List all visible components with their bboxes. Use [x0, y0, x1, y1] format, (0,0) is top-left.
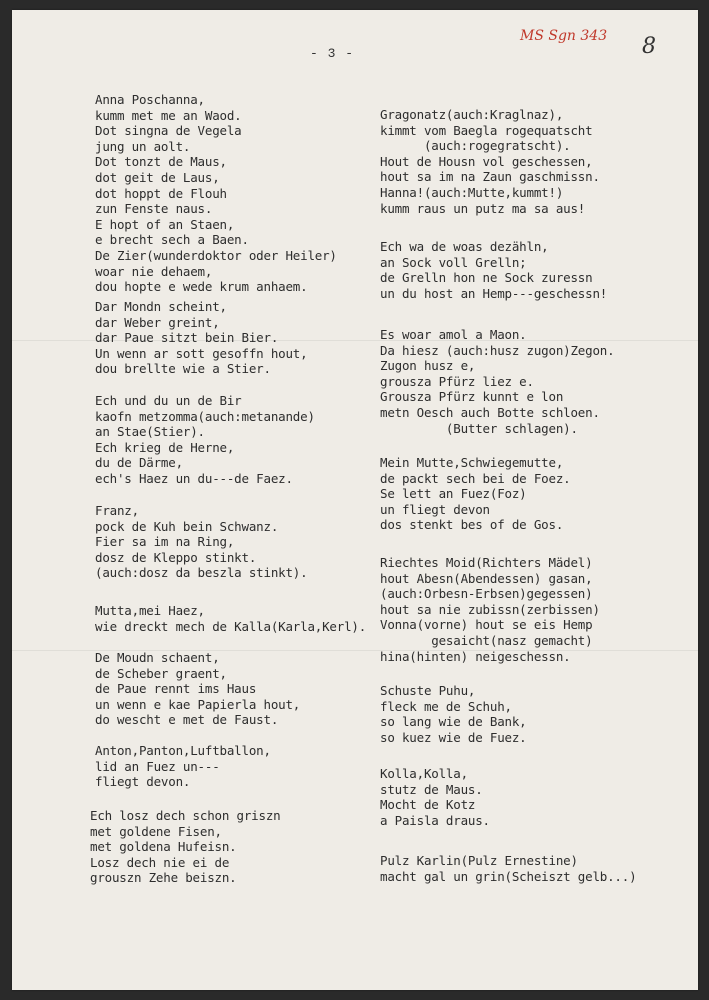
verse-dar-mondn: Dar Mondn scheint, dar Weber greint, dar Paue sitzt bein Bier. Un wenn ar sott gesoffn hout, dou brellte wie a Stier. [95, 299, 308, 377]
folio-number: 8 [642, 34, 656, 59]
verse-pulz-karlin: Pulz Karlin(Pulz Ernestine) macht gal un grin(Scheiszt gelb...) [380, 853, 637, 884]
verse-es-woar: Es woar amol a Maon. Da hiesz (auch:husz zugon)Zegon. Zugon husz e, grousza Pfürz liez e. Grousza Pfürz kunnt e lon metn Oesch auch Botte schloen. (Butter schlagen). [380, 327, 615, 436]
verse-mein-mutte: Mein Mutte,Schwiegemutte, de packt sech bei de Foez. Se lett an Fuez(Foz) un fliegt devon dos stenkt bes of de Gos. [380, 455, 571, 533]
verse-anna-poschanna: Anna Poschanna, kumm met me an Waod. Dot singna de Vegela jung un aolt. Dot tonzt de Maus, dot geit de Laus, dot hoppt de Flouh zun Fenste naus. E hopt of an Staen, e brecht sech a Baen. De Zier(wunderdoktor oder Heiler) woar nie dehaem, dou hopte e wede krum anhaem. [95, 92, 337, 295]
verse-schuste-puhu: Schuste Puhu, fleck me de Schuh, so lang wie de Bank, so kuez wie de Fuez. [380, 683, 527, 745]
verse-ech-losz: Ech losz dech schon griszn met goldene Fisen, met goldena Hufeisn. Losz dech nie ei de grouszn Zehe beiszn. [90, 808, 281, 886]
verse-franz: Franz, pock de Kuh bein Schwanz. Fier sa im na Ring, dosz de Kleppo stinkt. (auch:dosz da beszla stinkt). [95, 503, 308, 581]
verse-gragonatz: Gragonatz(auch:Kraglnaz), kimmt vom Baegla rogequatscht (auch:rogegratscht). Hout de Housn vol geschessen, hout sa im na Zaun gaschmissn. Hanna!(auch:Mutte,kummt!) kumm raus un putz ma sa aus! [380, 107, 600, 216]
verse-anton-panton: Anton,Panton,Luftballon, lid an Fuez un--- fliegt devon. [95, 743, 271, 790]
verse-ech-wa: Ech wa de woas dezähln, an Sock voll Grelln; de Grelln hon ne Sock zuressn un du host an Hemp---geschessn! [380, 239, 608, 301]
verse-kolla: Kolla,Kolla, stutz de Maus. Mocht de Kotz a Paisla draus. [380, 766, 490, 828]
archive-shelfmark: MS Sgn 343 [520, 28, 608, 44]
verse-riechtes-moid: Riechtes Moid(Richters Mädel) hout Abesn(Abendessen) gasan, (auch:Orbesn-Erbsen)gegessen) hout sa nie zubissn(zerbissen) Vonna(vorne) hout se eis Hemp gesaicht(nasz gemacht) hina(hinten) neigeschessn. [380, 555, 600, 664]
verse-mutta: Mutta,mei Haez, wie dreckt mech de Kalla(Karla,Kerl). [95, 603, 367, 634]
page-number: - 3 - [310, 46, 355, 61]
verse-de-moudn: De Moudn schaent, de Scheber graent, de Paue rennt ims Haus un wenn e kae Papierla hout, do wescht e met de Faust. [95, 650, 301, 728]
verse-ech-und-du: Ech und du un de Bir kaofn metzomma(auch:metanande) an Stae(Stier). Ech krieg de Herne, du de Därme, ech's Haez un du---de Faez. [95, 393, 315, 486]
